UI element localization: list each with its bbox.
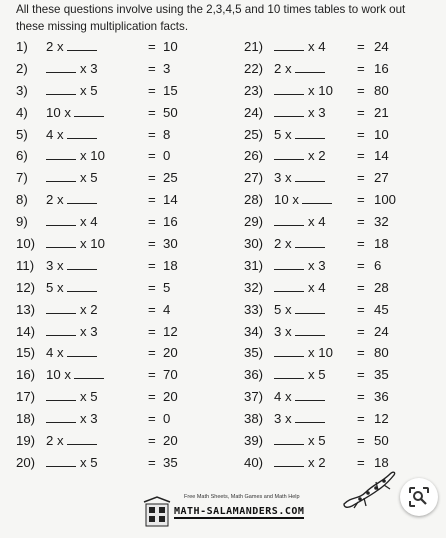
known-factor: x 2 (308, 148, 326, 164)
question-number: 3) (16, 82, 28, 98)
answer-blank[interactable] (46, 82, 76, 95)
question-expression (46, 255, 97, 277)
product-value: 10 (163, 39, 178, 54)
question-expression (274, 255, 326, 277)
question-expression (46, 277, 97, 299)
known-factor: 4 x (274, 389, 292, 405)
answer-blank[interactable] (46, 213, 76, 226)
equals-sign: = (148, 257, 156, 273)
question-expression (46, 408, 98, 430)
answer-blank[interactable] (302, 191, 332, 204)
question-expression (274, 124, 325, 146)
question-expression (46, 364, 104, 386)
answer-blank[interactable] (274, 147, 304, 160)
instructions-text: All these questions involve using the 2,3,4,5 and 10 times tables to work out these missing multiplication facts. (16, 3, 406, 33)
product-value: 18 (374, 454, 389, 470)
known-factor: x 10 (308, 345, 333, 361)
question-expression (274, 189, 332, 211)
question-number: 29) (244, 214, 264, 230)
question-number: 35) (244, 345, 264, 361)
question-number: 9) (16, 214, 28, 230)
product-value: 45 (374, 301, 389, 317)
equals-sign: = (357, 60, 365, 76)
question-number: 12) (16, 279, 36, 295)
equals-sign: = (357, 82, 365, 98)
answer-blank[interactable] (295, 323, 325, 336)
answer-blank[interactable] (46, 169, 76, 182)
product-value: 4 (163, 301, 171, 317)
question-number: 4) (16, 104, 28, 120)
known-factor: 3 x (274, 170, 292, 186)
product-value: 24 (374, 323, 389, 339)
product-value: 36 (374, 389, 389, 405)
known-factor: x 2 (80, 301, 98, 317)
question-expression (46, 36, 97, 58)
known-factor: x 5 (308, 433, 326, 449)
known-factor: x 4 (80, 214, 98, 230)
equals-sign: = (148, 39, 156, 54)
question-number: 7) (16, 170, 28, 186)
answer-blank[interactable] (274, 104, 304, 117)
equals-sign: = (148, 192, 156, 208)
equals-sign: = (357, 323, 365, 339)
question-expression (274, 167, 325, 189)
equals-sign: = (357, 345, 365, 361)
product-value: 12 (163, 323, 178, 339)
known-factor: 5 x (274, 126, 292, 142)
known-factor: x 2 (308, 454, 326, 470)
question-expression (46, 211, 98, 233)
question-number: 18) (16, 411, 36, 427)
equals-sign: = (357, 433, 365, 449)
answer-blank[interactable] (274, 344, 304, 357)
product-value: 27 (374, 170, 389, 186)
equals-sign: = (357, 411, 365, 427)
question-expression (274, 277, 326, 299)
question-expression (46, 430, 97, 452)
question-expression (46, 233, 105, 255)
question-expression (274, 145, 326, 167)
known-factor: x 10 (80, 148, 105, 164)
product-value: 70 (163, 367, 178, 383)
product-value: 20 (163, 345, 178, 361)
known-factor: x 10 (308, 82, 333, 98)
question-number: 32) (244, 279, 264, 295)
known-factor: x 3 (308, 257, 326, 273)
question-expression (274, 364, 326, 386)
question-number: 30) (244, 236, 264, 252)
equals-sign: = (357, 192, 365, 208)
question-number: 22) (244, 60, 264, 76)
question-number: 37) (244, 389, 264, 405)
product-value: 30 (163, 236, 178, 252)
product-value: 10 (374, 126, 389, 142)
known-factor: x 4 (308, 39, 326, 54)
known-factor: x 3 (80, 60, 98, 76)
equals-sign: = (148, 389, 156, 405)
known-factor: 10 x (46, 104, 71, 120)
known-factor: 2 x (274, 60, 292, 76)
question-expression (274, 408, 325, 430)
known-factor: x 4 (308, 214, 326, 230)
question-number: 21) (244, 39, 264, 54)
product-value: 35 (163, 454, 178, 470)
question-expression (46, 167, 98, 189)
equals-sign: = (148, 236, 156, 252)
equals-sign: = (148, 126, 156, 142)
question-number: 38) (244, 411, 264, 427)
question-expression (274, 58, 325, 80)
question-expression (46, 342, 97, 364)
answer-blank[interactable] (74, 366, 104, 379)
known-factor: 4 x (46, 345, 64, 361)
known-factor: x 5 (308, 367, 326, 383)
answer-blank[interactable] (67, 191, 97, 204)
question-number: 16) (16, 367, 36, 383)
question-expression (46, 124, 97, 146)
product-value: 80 (374, 345, 389, 361)
question-number: 14) (16, 323, 36, 339)
question-expression (274, 386, 325, 408)
question-expression (274, 430, 326, 452)
equals-sign: = (148, 323, 156, 339)
product-value: 32 (374, 214, 389, 230)
known-factor: x 5 (80, 170, 98, 186)
question-expression (46, 321, 98, 343)
equals-sign: = (357, 389, 365, 405)
known-factor: 4 x (46, 126, 64, 142)
lens-search-icon (407, 485, 431, 509)
answer-blank[interactable] (67, 344, 97, 357)
answer-blank[interactable] (67, 257, 97, 270)
known-factor: 3 x (274, 323, 292, 339)
question-number: 26) (244, 148, 264, 164)
question-number: 10) (16, 236, 36, 252)
product-value: 20 (163, 433, 178, 449)
answer-blank[interactable] (46, 60, 76, 73)
question-number: 28) (244, 192, 264, 208)
answer-blank[interactable] (46, 147, 76, 160)
answer-blank[interactable] (274, 279, 304, 292)
question-number: 23) (244, 82, 264, 98)
question-expression (46, 80, 98, 102)
answer-blank[interactable] (46, 454, 76, 467)
product-value: 6 (374, 257, 382, 273)
answer-blank[interactable] (67, 432, 97, 445)
answer-blank[interactable] (67, 126, 97, 139)
product-value: 28 (374, 279, 389, 295)
question-expression (274, 321, 325, 343)
question-number: 15) (16, 345, 36, 361)
product-value: 18 (163, 257, 178, 273)
answer-blank[interactable] (274, 82, 304, 95)
known-factor: x 5 (80, 82, 98, 98)
question-expression (274, 211, 326, 233)
question-expression (274, 452, 326, 474)
known-factor: 10 x (274, 192, 299, 208)
answer-blank[interactable] (67, 279, 97, 292)
question-expression (46, 58, 98, 80)
question-expression (46, 386, 98, 408)
question-expression (46, 145, 105, 167)
lens-search-button[interactable] (400, 478, 438, 516)
question-number: 27) (244, 170, 264, 186)
product-value: 20 (163, 389, 178, 405)
equals-sign: = (148, 433, 156, 449)
equals-sign: = (148, 148, 156, 164)
known-factor: x 5 (80, 454, 98, 470)
product-value: 50 (163, 104, 178, 120)
equals-sign: = (357, 236, 365, 252)
equals-sign: = (148, 60, 156, 76)
product-value: 35 (374, 367, 389, 383)
product-value: 50 (374, 433, 389, 449)
known-factor: 2 x (46, 433, 64, 449)
product-value: 16 (374, 60, 389, 76)
question-number: 20) (16, 454, 36, 470)
question-number: 13) (16, 301, 36, 317)
question-number: 5) (16, 126, 28, 142)
question-number: 40) (244, 454, 264, 470)
product-value: 0 (163, 148, 171, 164)
answer-blank[interactable] (295, 301, 325, 314)
equals-sign: = (357, 257, 365, 273)
answer-blank[interactable] (274, 366, 304, 379)
question-number: 8) (16, 192, 28, 208)
equals-sign: = (357, 104, 365, 120)
answer-blank[interactable] (46, 410, 76, 423)
known-factor: x 3 (308, 104, 326, 120)
known-factor: x 4 (308, 279, 326, 295)
known-factor: 3 x (46, 257, 64, 273)
equals-sign: = (148, 82, 156, 98)
product-value: 21 (374, 104, 389, 120)
question-number: 36) (244, 367, 264, 383)
question-number: 33) (244, 301, 264, 317)
product-value: 12 (374, 411, 389, 427)
answer-blank[interactable] (295, 388, 325, 401)
equals-sign: = (148, 279, 156, 295)
footer-site-name: MATH-SALAMANDERS.COM (174, 506, 305, 517)
answer-blank[interactable] (295, 169, 325, 182)
known-factor: x 3 (80, 411, 98, 427)
salamander-icon (338, 466, 400, 517)
equals-sign: = (357, 39, 365, 54)
equals-sign: = (148, 411, 156, 427)
equals-sign: = (148, 454, 156, 470)
question-expression (46, 189, 97, 211)
question-expression (274, 299, 325, 321)
known-factor: x 5 (80, 389, 98, 405)
question-expression (274, 102, 326, 124)
equals-sign: = (148, 104, 156, 120)
equals-sign: = (148, 367, 156, 383)
answer-blank[interactable] (295, 235, 325, 248)
product-value: 100 (374, 192, 397, 208)
known-factor: 2 x (274, 236, 292, 252)
answer-blank[interactable] (274, 257, 304, 270)
answer-blank[interactable] (46, 388, 76, 401)
equals-sign: = (357, 126, 365, 142)
question-number: 24) (244, 104, 264, 120)
question-number: 19) (16, 433, 36, 449)
question-expression (46, 452, 98, 474)
question-expression (274, 80, 333, 102)
known-factor: 3 x (274, 411, 292, 427)
question-number: 31) (244, 257, 264, 273)
answer-blank[interactable] (46, 323, 76, 336)
answer-blank[interactable] (274, 38, 304, 51)
equals-sign: = (148, 170, 156, 186)
product-value: 3 (163, 60, 171, 76)
question-expression (274, 36, 326, 58)
question-number: 25) (244, 126, 264, 142)
product-value: 25 (163, 170, 178, 186)
equals-sign: = (148, 301, 156, 317)
known-factor: 2 x (46, 39, 64, 54)
product-value: 24 (374, 39, 389, 54)
product-value: 14 (374, 148, 389, 164)
question-expression (46, 102, 104, 124)
question-number: 11) (16, 257, 35, 273)
question-number: 2) (16, 60, 28, 76)
answer-blank[interactable] (274, 213, 304, 226)
question-number: 6) (16, 148, 28, 164)
question-number: 17) (16, 389, 36, 405)
product-value: 80 (374, 82, 389, 98)
equals-sign: = (357, 454, 365, 470)
product-value: 15 (163, 82, 178, 98)
answer-blank[interactable] (67, 38, 97, 51)
product-value: 0 (163, 411, 171, 427)
equals-sign: = (357, 170, 365, 186)
known-factor: x 3 (80, 323, 98, 339)
product-value: 18 (374, 236, 389, 252)
known-factor: 5 x (46, 279, 64, 295)
footer-branding (138, 492, 338, 534)
question-number: 1) (16, 39, 28, 54)
product-value: 14 (163, 192, 178, 208)
product-value: 16 (163, 214, 178, 230)
equals-sign: = (357, 301, 365, 317)
answer-blank[interactable] (295, 126, 325, 139)
equals-sign: = (148, 214, 156, 230)
known-factor: 10 x (46, 367, 71, 383)
answer-blank[interactable] (274, 432, 304, 445)
equals-sign: = (148, 345, 156, 361)
footer-tagline: Free Math Sheets, Math Games and Math Help (184, 494, 300, 500)
equals-sign: = (357, 214, 365, 230)
answer-blank[interactable] (274, 454, 304, 467)
answer-blank[interactable] (74, 104, 104, 117)
equals-sign: = (357, 279, 365, 295)
question-expression (46, 299, 98, 321)
question-number: 39) (244, 433, 264, 449)
equals-sign: = (357, 367, 365, 383)
known-factor: x 10 (80, 236, 105, 252)
product-value: 5 (163, 279, 171, 295)
answer-blank[interactable] (295, 410, 325, 423)
known-factor: 2 x (46, 192, 64, 208)
answer-blank[interactable] (46, 235, 76, 248)
equals-sign: = (357, 148, 365, 164)
known-factor: 5 x (274, 301, 292, 317)
answer-blank[interactable] (295, 60, 325, 73)
answer-blank[interactable] (46, 301, 76, 314)
product-value: 8 (163, 126, 171, 142)
question-expression (274, 233, 325, 255)
question-number: 34) (244, 323, 264, 339)
question-expression (274, 342, 333, 364)
